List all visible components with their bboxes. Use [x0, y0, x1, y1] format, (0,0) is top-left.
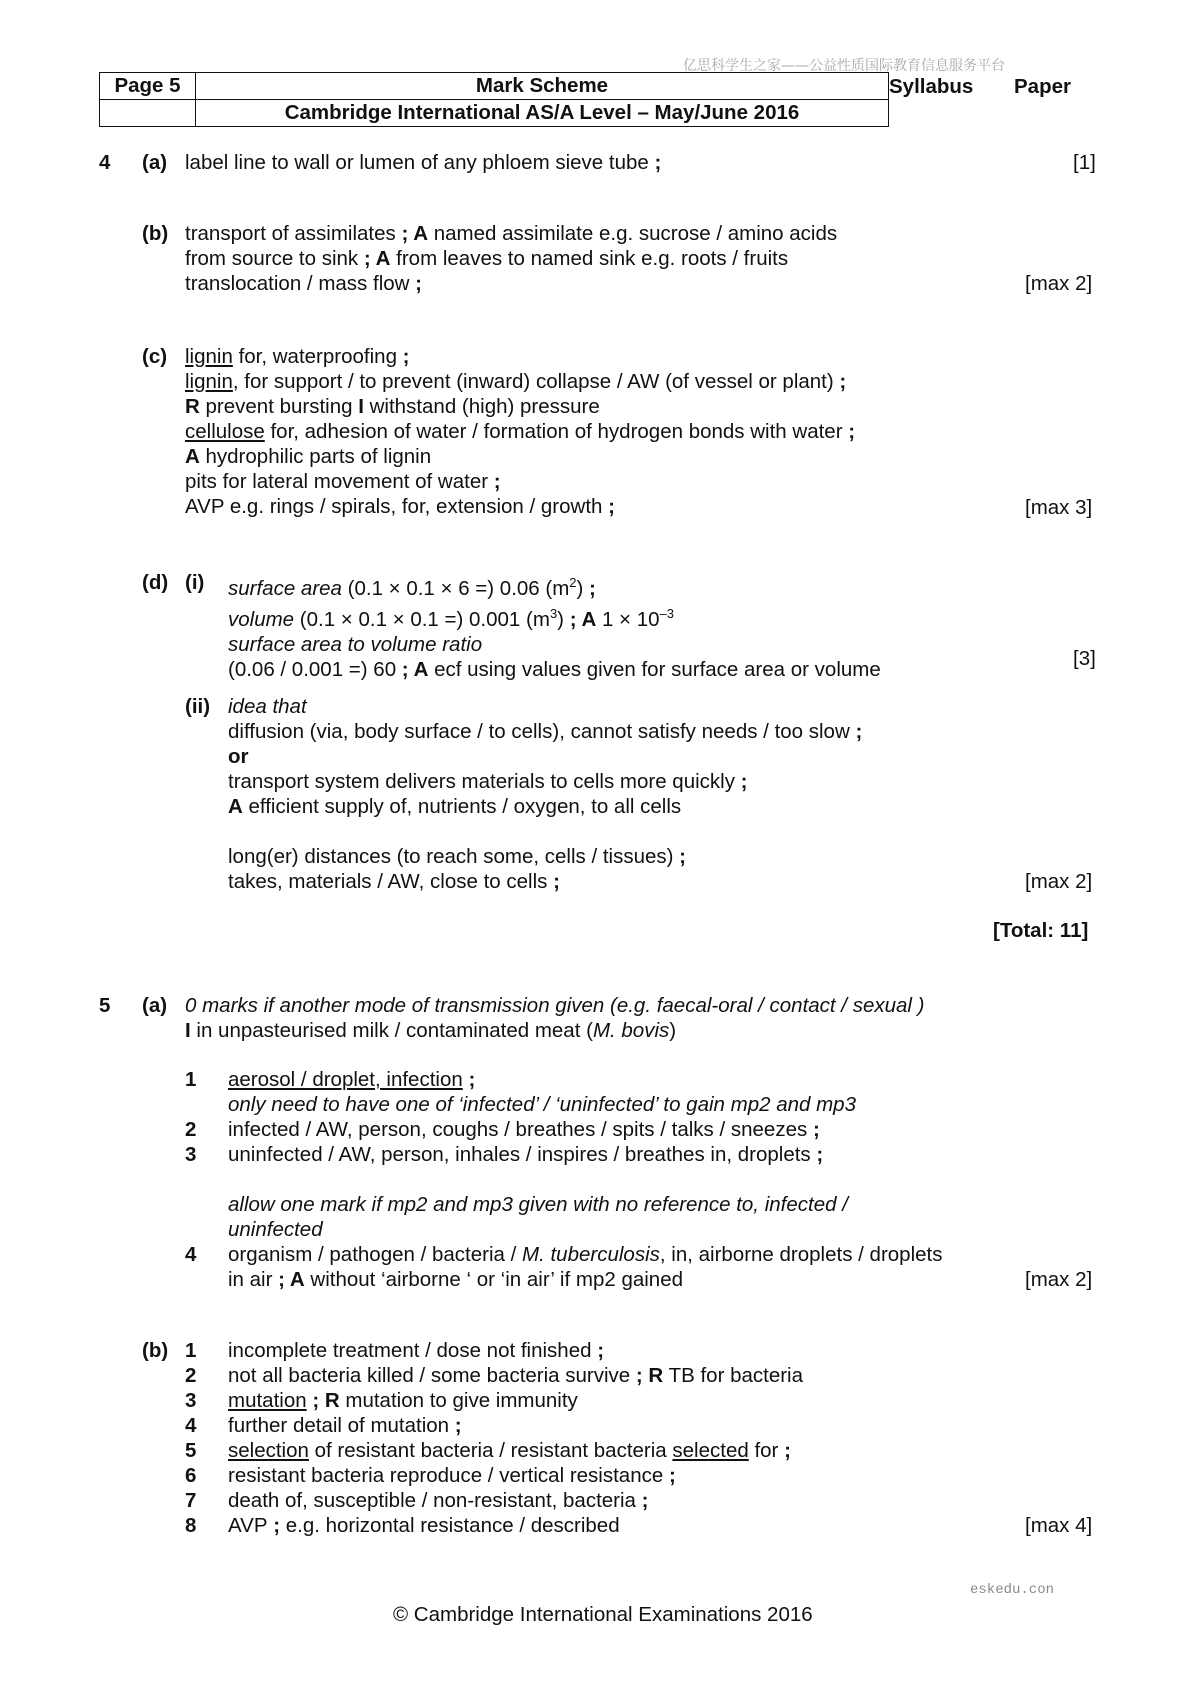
- subpart-label: (ii): [185, 695, 211, 718]
- mark-allocation: [max 2]: [1025, 272, 1093, 295]
- footer-logo: eskedu.con: [970, 1582, 1055, 1598]
- mark-allocation: [max 2]: [1025, 870, 1093, 893]
- point-number: 1: [185, 1068, 197, 1091]
- header-paper: Paper: [1014, 75, 1071, 98]
- point-number: 3: [185, 1143, 197, 1166]
- mark-allocation: [1]: [1073, 151, 1096, 174]
- header-subtitle: Cambridge International AS/A Level – May/June 2016: [196, 100, 889, 127]
- subpart-label: (i): [185, 571, 205, 594]
- point-number: 3: [185, 1389, 197, 1412]
- point-number: 5: [185, 1439, 197, 1462]
- answer-block: organism / pathogen / bacteria / M. tuberculosis, in, airborne droplets / droplets in air ; A without ‘airborne ‘ or ‘in air’ if mp2 gained: [228, 1243, 943, 1291]
- point-number: 2: [185, 1364, 197, 1387]
- answer-block: incomplete treatment / dose not finished ; not all bacteria killed / some bacteria survive ; R TB for bacteria mutation ; R mutation to give immunity further detail of mutation ; selection of resistant bacteria / resistant bacteria selected for ; resistant bacteria reproduce / vertical resistance ; death of, susceptible / non-resistant, bacteria ; AVP ; e.g. horizontal resistance / described: [228, 1339, 804, 1537]
- part-label: (b): [142, 222, 169, 245]
- part-label: (a): [142, 994, 168, 1017]
- part-label: (d): [142, 571, 169, 594]
- answer-line: uninfected / AW, person, inhales / inspires / breathes in, droplets ;: [228, 1143, 824, 1166]
- question-number: 4: [99, 151, 111, 174]
- copyright-notice: © Cambridge International Examinations 2016: [393, 1603, 813, 1626]
- marking-note: allow one mark if mp2 and mp3 given with no reference to, infected / uninfected: [228, 1193, 848, 1241]
- point-number: 8: [185, 1514, 197, 1537]
- question-number: 5: [99, 994, 111, 1017]
- mark-allocation: [max 3]: [1025, 496, 1093, 519]
- answer-line: infected / AW, person, coughs / breathes / spits / talks / sneezes ;: [228, 1118, 820, 1141]
- answer-block: idea that diffusion (via, body surface / to cells), cannot satisfy needs / too slow ; or transport system delivers materials to cells more quickly ; A efficient supply of, nutrients / oxygen, to all cells long(er) distances (to reach some, cells / tissues) ; takes, materials / AW, close to cells ;: [228, 695, 863, 893]
- answer-block: aerosol / droplet, infection ; only need to have one of ‘infected’ / ‘uninfected’ to gain mp2 and mp3: [228, 1068, 856, 1116]
- header-syllabus: Syllabus: [889, 75, 974, 98]
- point-number: 2: [185, 1118, 197, 1141]
- question-total: [Total: 11]: [993, 919, 1089, 942]
- header-title: Mark Scheme: [196, 73, 889, 100]
- point-number: 4: [185, 1243, 197, 1266]
- mark-allocation: [max 2]: [1025, 1268, 1093, 1291]
- page-header: [99, 72, 889, 127]
- point-number: 6: [185, 1464, 197, 1487]
- mark-allocation: [3]: [1073, 647, 1096, 670]
- point-number: 4: [185, 1414, 197, 1437]
- point-numbers: [185, 1338, 225, 1538]
- answer-block: surface area (0.1 × 0.1 × 6 =) 0.06 $(m^2)$ ; volume (0.1 × 0.1 × 0.1 =) 0.001 $(m^3)$ ; A $1 \times 10^{-3}$ surface area to volume ratio (0.06 / 0.001 =) 60 ; A ecf using values given for surface area or volume: [228, 575, 881, 681]
- watermark-text: 亿思科学生之家——公益性质国际教育信息服务平台: [683, 58, 1005, 74]
- part-label: (c): [142, 345, 168, 368]
- part-label: (b): [142, 1339, 169, 1362]
- point-number: 7: [185, 1489, 197, 1512]
- answer-block: 0 marks if another mode of transmission given (e.g. faecal-oral / contact / sexual ) I in unpasteurised milk / contaminated meat (M. bovis): [185, 994, 925, 1042]
- point-number: 1: [185, 1339, 197, 1362]
- page-number: Page 5: [100, 73, 196, 100]
- answer-line: label line to wall or lumen of any phloem sieve tube ;: [185, 151, 662, 174]
- mark-allocation: [max 4]: [1025, 1514, 1093, 1537]
- answer-block: lignin for, waterproofing ; lignin, for support / to prevent (inward) collapse / AW (of vessel or plant) ; R prevent bursting I withstand (high) pressure cellulose for, adhesion of water / formation of hydrogen bonds with water ; A hydrophilic parts of lignin pits for lateral movement of water ; AVP e.g. rings / spirals, for, extension / growth ;: [185, 345, 856, 518]
- part-label: (a): [142, 151, 168, 174]
- answer-block: transport of assimilates ; A named assimilate e.g. sucrose / amino acids from source to sink ; A from leaves to named sink e.g. roots / fruits translocation / mass flow ;: [185, 222, 838, 295]
